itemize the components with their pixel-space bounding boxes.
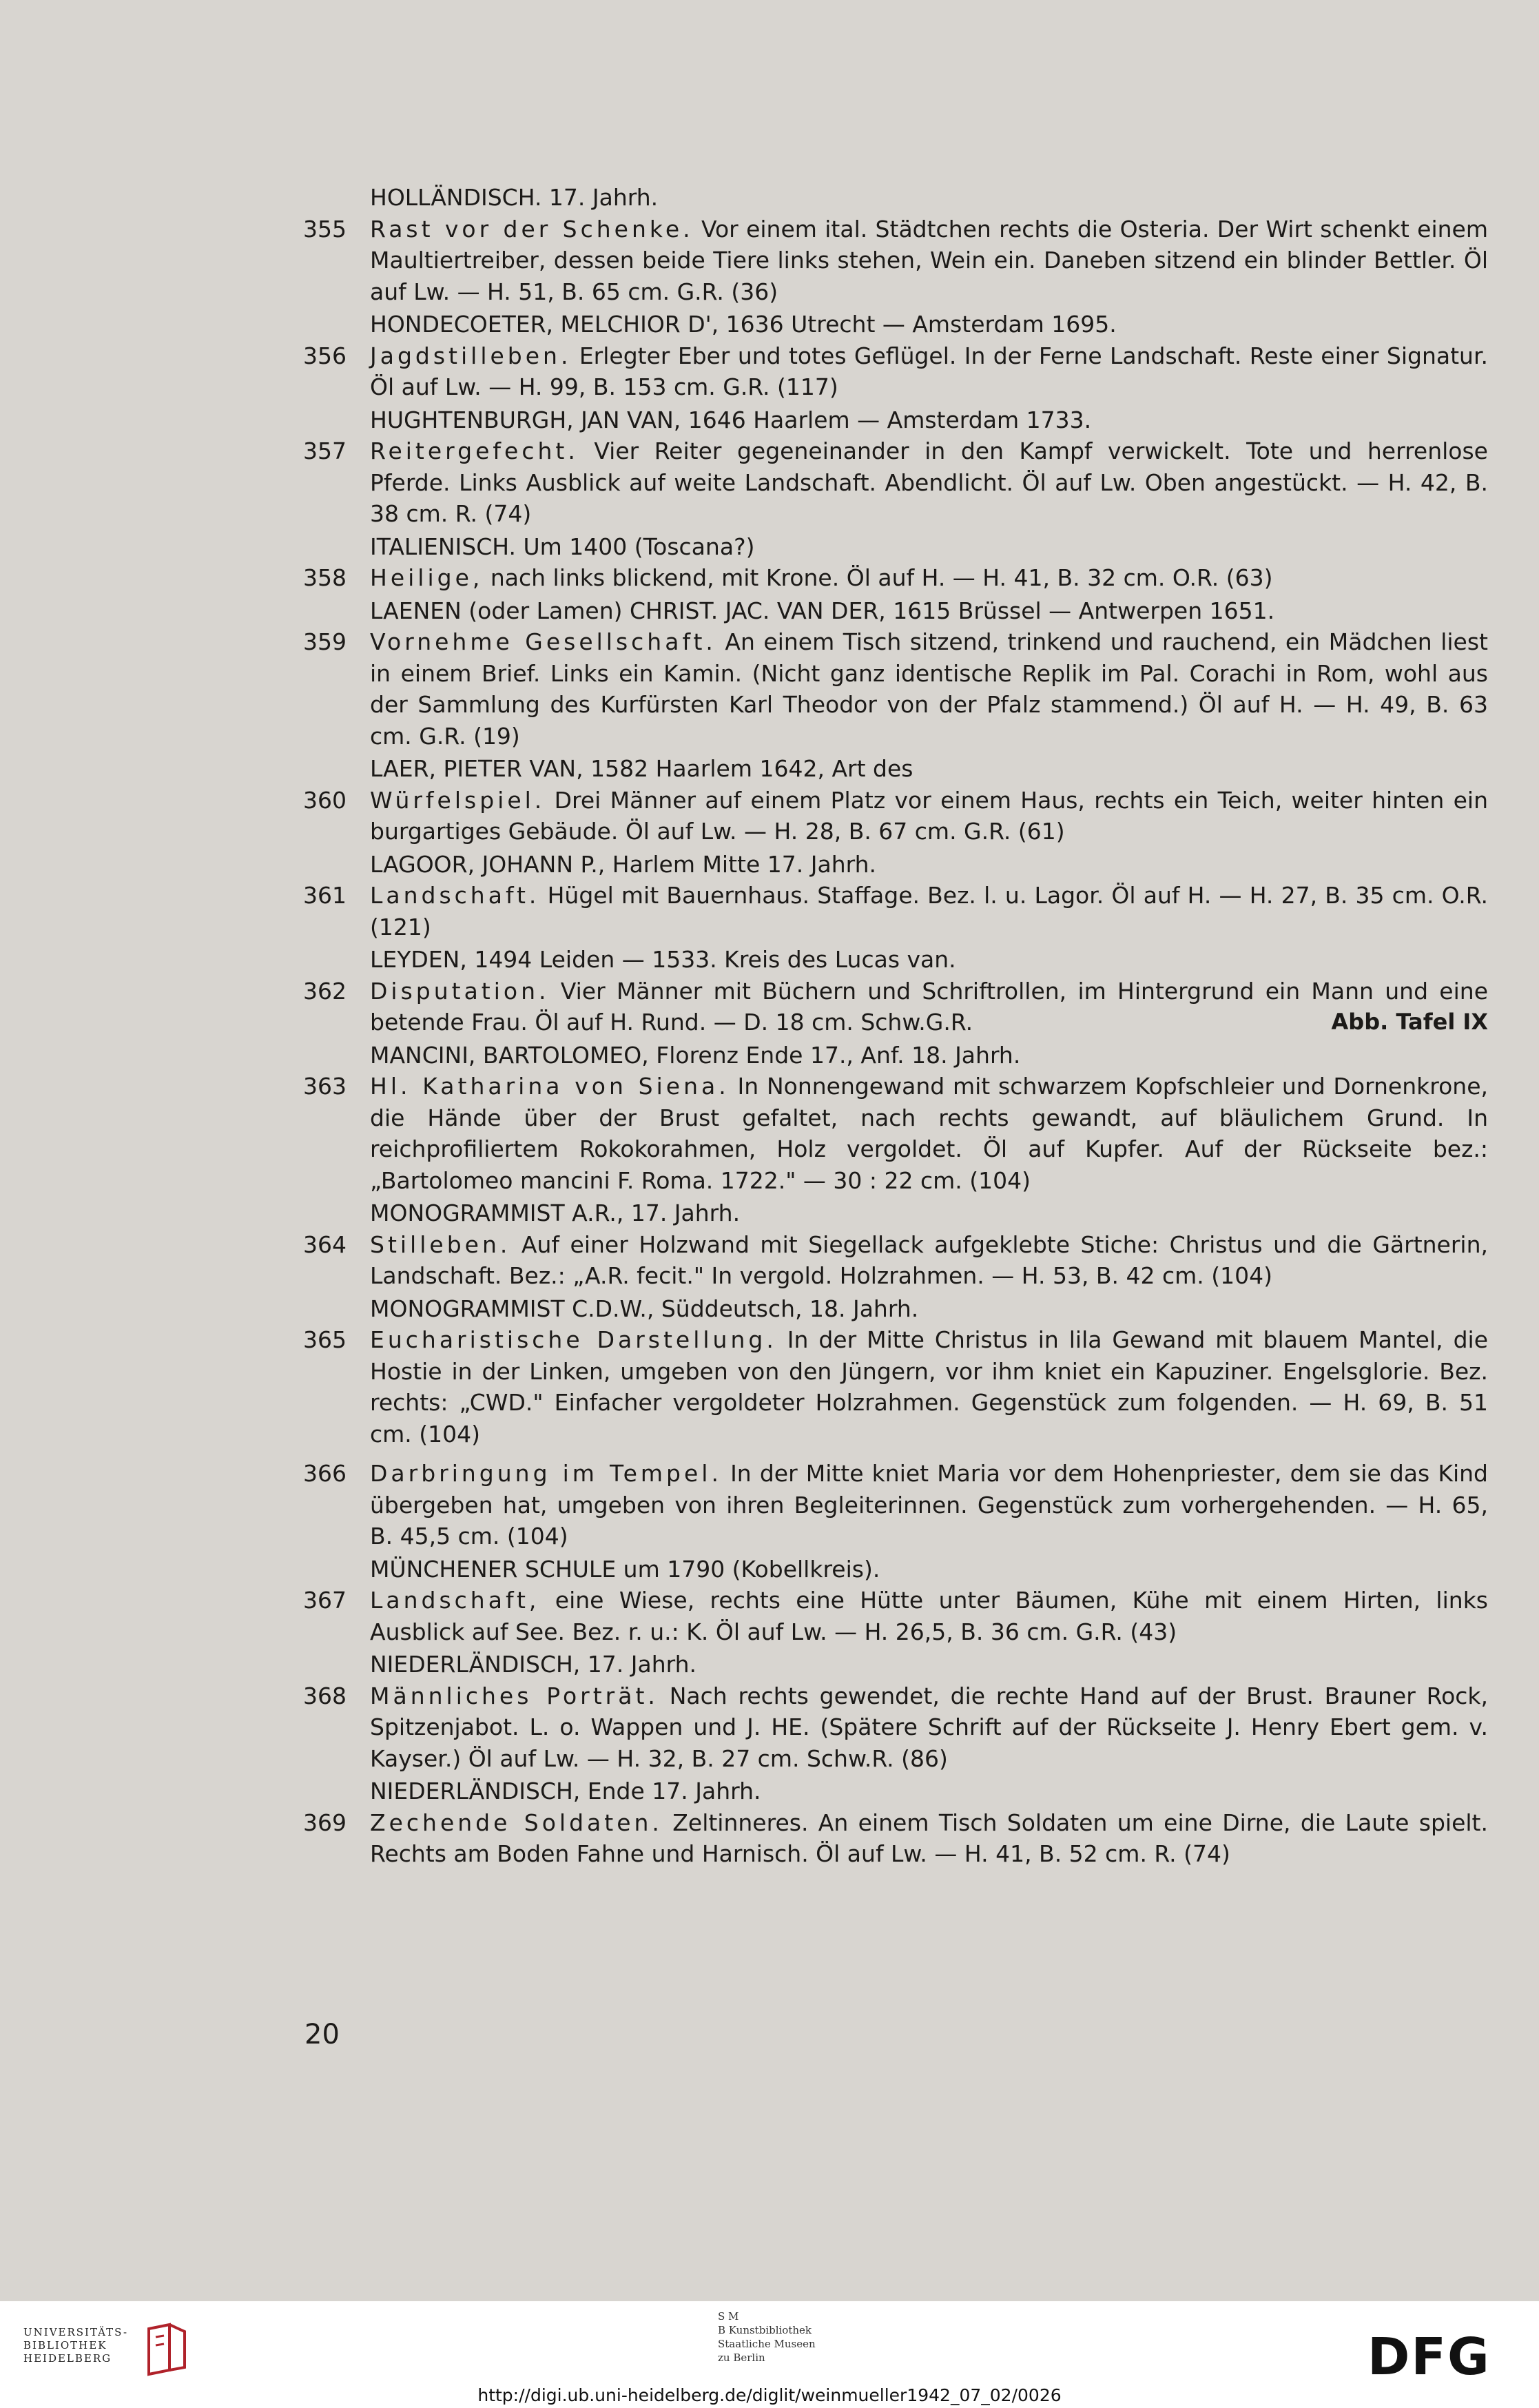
lot-title: Jagdstilleben. xyxy=(370,342,572,369)
artist-heading: HOLLÄNDISCH. 17. Jahrh. xyxy=(370,184,659,211)
lot-number: 369 xyxy=(303,1809,347,1836)
lot-title: Stilleben. xyxy=(370,1231,511,1258)
catalog-entry xyxy=(303,1229,1488,1292)
artist-heading: NIEDERLÄNDISCH, 17. Jahrh. xyxy=(370,1651,697,1678)
museum-stamp xyxy=(718,2309,816,2365)
lot-number: 356 xyxy=(303,342,347,369)
artist-heading: NIEDERLÄNDISCH, Ende 17. Jahrh. xyxy=(370,1778,761,1804)
catalog-entry xyxy=(303,1458,1488,1552)
library-line: BIBLIOTHEK xyxy=(23,2339,107,2352)
catalog-entry xyxy=(303,340,1488,403)
artist-heading: MÜNCHENER SCHULE um 1790 (Kobellkreis). xyxy=(370,1555,880,1583)
plate-reference: Abb. Tafel IX xyxy=(1331,1009,1488,1035)
artist-heading: MONOGRAMMIST C.D.W., Süddeutsch, 18. Jahrh. xyxy=(370,1295,919,1322)
lot-title: Heilige, xyxy=(370,564,484,591)
lot-description: Nach rechts gewendet, die rechte Hand auf der Brust. Brauner Rock, Spitzenjabot. L. o. Wappen und J. HE. (Spätere Schrift auf der Rückseite J. Henry Ebert gem. v. Kayser.) Öl auf Lw. — H. 32, B. 27 cm. Schw.R. (86) xyxy=(370,1682,1488,1772)
lot-number: 357 xyxy=(303,438,347,464)
catalog-entry xyxy=(303,976,1488,1038)
lot-description: An einem Tisch sitzend, trinkend und rauchend, ein Mädchen liest in einem Brief. Links ein Kamin. (Nicht ganz identische Replik im Pal. Corachi in Rom, wohl aus der Sammlung des Kurfürsten Karl Theodor von der Pfalz stammend.) Öl auf H. — H. 49, B. 63 cm. G.R. (19) xyxy=(370,628,1488,750)
lot-number: 368 xyxy=(303,1682,347,1709)
lot-number: 361 xyxy=(303,882,347,909)
lot-description: Vier Reiter gegeneinander in den Kampf verwickelt. Tote und herrenlose Pferde. Links Ausblick auf weite Landschaft. Abendlicht. Öl auf Lw. Oben angestückt. — H. 42, B. 38 cm. R. (74) xyxy=(370,438,1488,527)
lot-title: Vornehme Gesellschaft. xyxy=(370,628,716,655)
university-library-logo[interactable] xyxy=(23,2322,203,2384)
lot-title: Eucharistische Darstellung. xyxy=(370,1326,777,1353)
catalog-entry xyxy=(303,880,1488,943)
catalog-entry xyxy=(303,1680,1488,1775)
lot-number: 355 xyxy=(303,215,347,243)
lot-description: Hügel mit Bauernhaus. Staffage. Bez. l. u. Lagor. Öl auf H. — H. 27, B. 35 cm. O.R. (121) xyxy=(370,882,1488,940)
lot-number: 358 xyxy=(303,564,347,591)
lot-description: Auf einer Holzwand mit Siegellack aufgeklebte Stiche: Christus und die Gärtnerin, Landschaft. Bez.: „A.R. fecit." In vergold. Holzrahmen. — H. 53, B. 42 cm. (104) xyxy=(370,1231,1488,1289)
lot-number: 360 xyxy=(303,786,347,814)
lot-title: Disputation. xyxy=(370,977,550,1005)
library-line: HEIDELBERG xyxy=(23,2352,112,2365)
catalog-entry xyxy=(303,214,1488,308)
artist-heading: HONDECOETER, MELCHIOR D', 1636 Utrecht — Amsterdam 1695. xyxy=(370,311,1117,338)
catalog-entry xyxy=(303,785,1488,847)
artist-heading: ITALIENISCH. Um 1400 (Toscana?) xyxy=(370,533,755,560)
lot-number: 363 xyxy=(303,1073,347,1100)
lot-description: In Nonnengewand mit schwarzem Kopfschleier und Dornenkrone, die Hände über der Brust gefaltet, nach rechts gewandt, auf bläulichem Grund. In reichprofiliertem Rokokorahmen, Holz vergoldet. Öl auf Kupfer. Auf der Rückseite bez.: „Bartolomeo mancini F. Roma. 1722." — 30 : 22 cm. (104) xyxy=(370,1073,1488,1194)
lot-title: Zechende Soldaten. xyxy=(370,1809,663,1836)
lot-description: Zeltinneres. An einem Tisch Soldaten um eine Dirne, die Laute spielt. Rechts am Boden Fahne und Harnisch. Öl auf Lw. — H. 41, B. 52 cm. R. (74) xyxy=(370,1809,1488,1867)
lot-description: Erlegter Eber und totes Geflügel. In der Ferne Landschaft. Reste einer Signatur. Öl auf Lw. — H. 99, B. 153 cm. G.R. (117) xyxy=(370,342,1488,400)
lot-description: Vor einem ital. Städtchen rechts die Osteria. Der Wirt schenkt einem Maultiertreiber, dessen beide Tiere links stehen, Wein ein. Daneben sitzend ein blinder Bettler. Öl auf Lw. — H. 51, B. 65 cm. G.R. (36) xyxy=(370,215,1488,305)
catalog-entry xyxy=(303,435,1488,530)
lot-number: 362 xyxy=(303,977,347,1005)
artist-heading: HUGHTENBURGH, JAN VAN, 1646 Haarlem — Amsterdam 1733. xyxy=(370,406,1092,433)
catalog-entry xyxy=(303,1585,1488,1647)
lot-title: Landschaft. xyxy=(370,882,540,909)
lot-number: 367 xyxy=(303,1587,347,1614)
lot-description: eine Wiese, rechts eine Hütte unter Bäumen, Kühe mit einem Hirten, links Ausblick auf See. Bez. r. u.: K. Öl auf Lw. — H. 26,5, B. 36 cm. G.R. (43) xyxy=(370,1587,1488,1645)
dfg-logo[interactable]: DFG xyxy=(1367,2327,1491,2387)
page-number: 20 xyxy=(304,2019,340,2050)
lot-description: Vier Männer mit Büchern und Schriftrollen, im Hintergrund ein Mann und eine betende Frau. Öl auf H. Rund. — D. 18 cm. Schw.G.R. xyxy=(370,977,1488,1036)
stamp-line: B Kunstbibliothek xyxy=(718,2324,812,2336)
stamp-line: zu Berlin xyxy=(718,2352,765,2364)
artist-heading: MANCINI, BARTOLOMEO, Florenz Ende 17., Anf. 18. Jahrh. xyxy=(370,1041,1021,1069)
artist-heading: LAER, PIETER VAN, 1582 Haarlem 1642, Art des xyxy=(370,755,913,782)
lot-title: Würfelspiel. xyxy=(370,786,546,814)
lot-number: 364 xyxy=(303,1231,347,1258)
library-line: UNIVERSITÄTS- xyxy=(23,2326,129,2338)
lot-number: 366 xyxy=(303,1460,347,1487)
entry-spacer xyxy=(303,1450,1488,1458)
lot-title: Rast vor der Schenke. xyxy=(370,215,694,243)
lot-title: Reitergefecht. xyxy=(370,438,579,464)
catalog-list xyxy=(303,181,1488,1870)
catalog-entry xyxy=(303,1324,1488,1450)
lot-number: 365 xyxy=(303,1326,347,1353)
lot-title: Männliches Porträt. xyxy=(370,1682,659,1709)
lot-number: 359 xyxy=(303,628,347,655)
lot-title: Landschaft, xyxy=(370,1587,540,1614)
artist-heading: LEYDEN, 1494 Leiden — 1533. Kreis des Lucas van. xyxy=(370,946,956,973)
stamp-line: S M xyxy=(718,2310,739,2323)
lot-description: In der Mitte kniet Maria vor dem Hohenpriester, dem sie das Kind übergeben hat, umgeben von ihren Begleiterinnen. Gegenstück zum vorhergehenden. — H. 65, B. 45,5 cm. (104) xyxy=(370,1460,1488,1550)
permalink-url[interactable]: http://digi.ub.uni-heidelberg.de/diglit/weinmueller1942_07_02/0026 xyxy=(477,2385,1062,2405)
lot-description: In der Mitte Christus in lila Gewand mit blauem Mantel, die Hostie in der Linken, umgeben von den Jüngern, vor ihm kniet ein Kapuziner. Engelsglorie. Bez. rechts: „CWD." Einfacher vergoldeter Holzrahmen. Gegenstück zum folgenden. — H. 69, B. 51 cm. (104) xyxy=(370,1326,1489,1448)
artist-heading: LAGOOR, JOHANN P., Harlem Mitte 17. Jahrh. xyxy=(370,850,877,878)
digitization-footer xyxy=(0,2301,1539,2408)
artist-heading: MONOGRAMMIST A.R., 17. Jahrh. xyxy=(370,1200,741,1226)
lot-title: Darbringung im Tempel. xyxy=(370,1460,722,1487)
lot-description: Drei Männer auf einem Platz vor einem Haus, rechts ein Teich, weiter hinten ein burgartiges Gebäude. Öl auf Lw. — H. 28, B. 67 cm. G.R. (61) xyxy=(370,786,1488,845)
catalog-entry xyxy=(303,626,1488,752)
lot-description: nach links blickend, mit Krone. Öl auf H. — H. 41, B. 32 cm. O.R. (63) xyxy=(483,564,1273,591)
stamp-line: Staatliche Museen xyxy=(718,2338,816,2350)
catalog-entry xyxy=(303,562,1488,594)
library-emblem-icon xyxy=(142,2322,190,2377)
artist-heading: LAENEN (oder Lamen) CHRIST. JAC. VAN DER, 1615 Brüssel — Antwerpen 1651. xyxy=(370,597,1275,624)
lot-title: Hl. Katharina von Siena. xyxy=(370,1073,730,1100)
catalog-entry xyxy=(303,1071,1488,1196)
catalog-entry xyxy=(303,1807,1488,1870)
